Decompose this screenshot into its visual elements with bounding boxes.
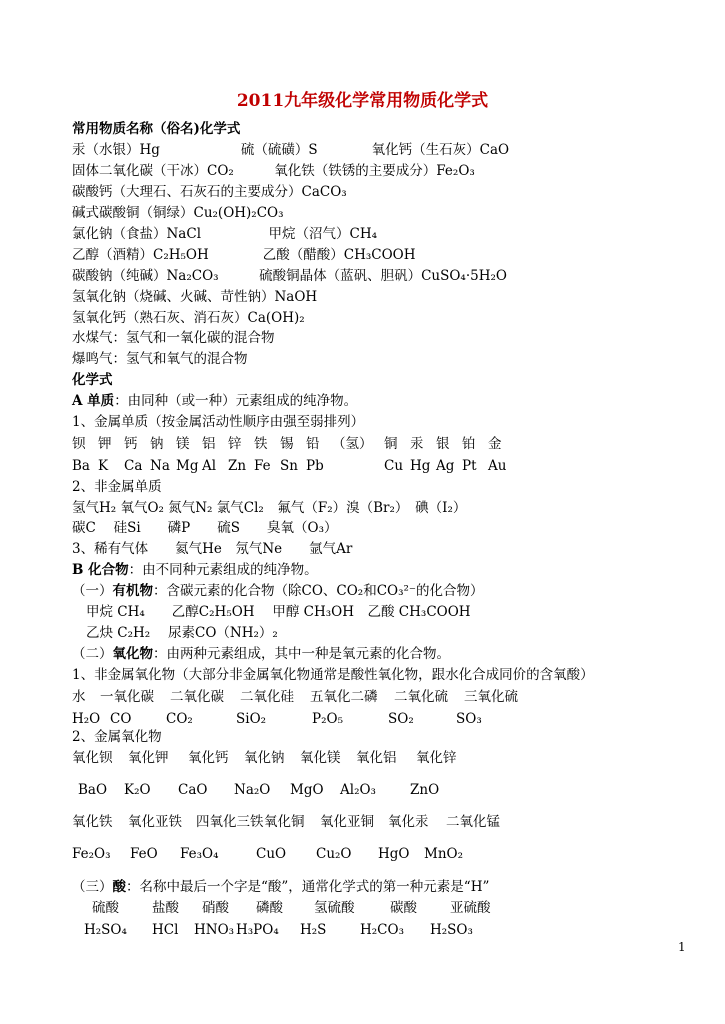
metal-formula: Mg bbox=[176, 458, 199, 474]
category-b-label: B 化合物 bbox=[72, 562, 129, 578]
metal-oxide-names-row-2 bbox=[72, 813, 506, 831]
organic-prefix: （一） bbox=[72, 583, 113, 599]
metal-formula: Na bbox=[150, 458, 170, 474]
oxide-formula: CaO bbox=[178, 782, 208, 798]
oxide-name: 氧化铁 bbox=[72, 814, 113, 830]
acid-name: 氢硫酸 bbox=[314, 900, 355, 916]
oxide-formula: BaO bbox=[78, 782, 108, 798]
oxide-formula: ZnO bbox=[410, 782, 440, 798]
oxide-name: 三氧化硫 bbox=[464, 689, 518, 705]
metal-formula: Sn bbox=[280, 458, 298, 474]
oxide-prefix: （二） bbox=[72, 646, 113, 662]
metal-oxide-formulas-row-1 bbox=[78, 781, 450, 799]
metal-name: 铂 bbox=[462, 436, 476, 452]
acid-formula: H₃PO₄ bbox=[236, 922, 279, 938]
metal-name: 锡 bbox=[280, 436, 294, 452]
oxide-formula: H₂O bbox=[72, 711, 101, 727]
oxide-name: 氧化亚铁 bbox=[128, 814, 182, 830]
oxide-name: 水 bbox=[72, 689, 86, 705]
oxide-name: 氧化亚铜 bbox=[320, 814, 374, 830]
acid-name: 盐酸 bbox=[152, 900, 179, 916]
oxide-name: 二氧化硫 bbox=[394, 689, 448, 705]
metal-formula: Al bbox=[202, 458, 217, 474]
oxide-formula: K₂O bbox=[124, 782, 151, 798]
oxide-name: 五氧化二磷 bbox=[310, 689, 378, 705]
section-heading-formulas: 化学式 bbox=[72, 372, 113, 388]
text-line: 碱式碳酸铜（铜绿）Cu₂(OH)₂CO₃ bbox=[72, 205, 284, 221]
text-line: 乙炔 C₂H₂ 尿素CO（NH₂）₂ bbox=[86, 625, 278, 641]
section-heading-common: 常用物质名称（俗名)化学式 bbox=[72, 121, 241, 137]
metal-name: 汞 bbox=[410, 436, 424, 452]
oxide-name: 二氧化锰 bbox=[446, 814, 500, 830]
oxide-formula: SO₃ bbox=[456, 711, 482, 727]
oxide-formula: Cu₂O bbox=[316, 846, 352, 862]
metal-formula: K bbox=[98, 458, 109, 474]
metal-heading: 1、金属单质（按金属活动性顺序由强至弱排列） bbox=[72, 414, 365, 430]
oxide-formula: CO₂ bbox=[166, 711, 193, 727]
nonmetal-oxide-names-row bbox=[72, 688, 534, 706]
oxide-label: 氧化物 bbox=[112, 646, 153, 662]
text-line: 水煤气：氢气和一氧化碳的混合物 bbox=[72, 330, 275, 346]
metal-name: 钙 bbox=[124, 436, 138, 452]
text-line: 氢氧化钙（熟石灰、消石灰）Ca(OH)₂ bbox=[72, 310, 305, 326]
acid-heading bbox=[72, 878, 489, 896]
metal-name: 锌 bbox=[228, 436, 242, 452]
metal-name: 钠 bbox=[150, 436, 164, 452]
metal-formula: Pt bbox=[462, 458, 477, 474]
acid-formula: HNO₃ bbox=[194, 922, 235, 938]
acid-name: 磷酸 bbox=[256, 900, 283, 916]
category-b bbox=[72, 561, 318, 579]
oxide-desc: ：由两种元素组成，其中一种是氧元素的化合物。 bbox=[153, 646, 450, 662]
acid-name: 亚硫酸 bbox=[450, 900, 491, 916]
text-line: 碳酸钠（纯碱）Na₂CO₃ 硫酸铜晶体（蓝矾、胆矾）CuSO₄·5H₂O bbox=[72, 268, 507, 284]
oxide-formula: CO bbox=[110, 711, 132, 727]
acid-label: 酸 bbox=[112, 879, 126, 895]
text-line: 氯化钠（食盐）NaCl 甲烷（沼气）CH₄ bbox=[72, 226, 378, 242]
nonmetal-oxide-formulas-row bbox=[72, 710, 516, 728]
oxide-name: 二氧化硅 bbox=[240, 689, 294, 705]
oxide-formula: P₂O₅ bbox=[312, 711, 343, 727]
acid-name: 硫酸 bbox=[92, 900, 119, 916]
metal-name: 铁 bbox=[254, 436, 268, 452]
acid-formula: H₂CO₃ bbox=[360, 922, 404, 938]
text-line: 固体二氧化碳（干冰）CO₂ 氧化铁（铁锈的主要成分）Fe₂O₃ bbox=[72, 163, 475, 179]
oxide-formula: MnO₂ bbox=[424, 846, 463, 862]
oxide-name: 二氧化碳 bbox=[170, 689, 224, 705]
metal-formula: Ba bbox=[72, 458, 90, 474]
oxide-name: 四氧化三铁 bbox=[196, 814, 264, 830]
metal-formula: Zn bbox=[228, 458, 247, 474]
oxide-formula: HgO bbox=[378, 846, 410, 862]
oxide-formula: Na₂O bbox=[234, 782, 271, 798]
oxide-name: 一氧化碳 bbox=[100, 689, 154, 705]
metal-oxide-formulas-row-2 bbox=[72, 845, 474, 863]
acid-formulas-row bbox=[84, 921, 490, 939]
metal-formula: Ca bbox=[124, 458, 143, 474]
text-line: 汞（水银）Hg 硫（硫磺）S 氧化钙（生石灰）CaO bbox=[72, 142, 510, 158]
oxide-formula: SiO₂ bbox=[236, 711, 267, 727]
text-line: 3、稀有气体 氦气He 氖气Ne 氩气Ar bbox=[72, 541, 353, 557]
category-a-desc: ：由同种（或一种）元素组成的纯净物。 bbox=[114, 393, 358, 409]
acid-name: 硝酸 bbox=[202, 900, 229, 916]
text-line: 爆鸣气：氢气和氧气的混合物 bbox=[72, 351, 248, 367]
metal-name: 铝 bbox=[202, 436, 216, 452]
metal-name: （氢） bbox=[332, 436, 373, 452]
oxide-name: 氧化钡 bbox=[72, 750, 113, 766]
oxide-formula: Fe₃O₄ bbox=[180, 846, 219, 862]
oxide-name: 氧化镁 bbox=[300, 750, 341, 766]
oxide-heading bbox=[72, 645, 450, 663]
nonmetal-oxide-heading: 1、非金属氧化物（大部分非金属氧化物通常是酸性氧化物，跟水化合成同价的含氧酸） bbox=[72, 667, 594, 683]
category-a bbox=[72, 392, 357, 410]
metal-name: 金 bbox=[488, 436, 502, 452]
metal-formula: Hg bbox=[410, 458, 431, 474]
acid-formula: H₂SO₄ bbox=[84, 922, 127, 938]
oxide-formula: Al₂O₃ bbox=[340, 782, 376, 798]
page-title: 2011九年级化学常用物质化学式 bbox=[236, 91, 489, 111]
acid-desc: ：名称中最后一个字是“酸”，通常化学式的第一种元素是“H” bbox=[126, 879, 490, 895]
text-line: 碳C 硅Si 磷P 硫S 臭氧（O₃） bbox=[72, 520, 338, 536]
metal-formula: Fe bbox=[254, 458, 271, 474]
acid-formula: HCl bbox=[152, 922, 179, 938]
metal-names-row bbox=[72, 435, 514, 453]
acid-name: 碳酸 bbox=[390, 900, 417, 916]
oxide-name: 氧化锌 bbox=[416, 750, 457, 766]
organic-desc: ：含碳元素的化合物（除CO、CO₂和CO₃²⁻的化合物） bbox=[153, 583, 484, 599]
metal-formula: Au bbox=[488, 458, 507, 474]
acid-names-row bbox=[92, 899, 510, 917]
text-line: 碳酸钙（大理石、石灰石的主要成分）CaCO₃ bbox=[72, 184, 347, 200]
text-line: 氢气H₂ 氧气O₂ 氮气N₂ 氯气Cl₂ 氟气（F₂）溴（Br₂） 碘（I₂） bbox=[72, 500, 467, 516]
metal-name: 铜 bbox=[384, 436, 398, 452]
metal-oxide-heading: 2、金属氧化物 bbox=[72, 729, 162, 745]
acid-prefix: （三） bbox=[72, 879, 113, 895]
metal-name: 钡 bbox=[72, 436, 86, 452]
metal-formula: Ag bbox=[436, 458, 455, 474]
oxide-name: 氧化铝 bbox=[356, 750, 397, 766]
metal-oxide-names-row-1 bbox=[72, 749, 472, 767]
page-number: 1 bbox=[678, 940, 686, 954]
metal-name: 铅 bbox=[306, 436, 320, 452]
oxide-formula: SO₂ bbox=[388, 711, 414, 727]
oxide-name: 氧化铜 bbox=[264, 814, 305, 830]
metal-formula: Cu bbox=[384, 458, 404, 474]
oxide-name: 氧化汞 bbox=[388, 814, 429, 830]
organic-label: 有机物 bbox=[112, 583, 153, 599]
oxide-formula: MgO bbox=[290, 782, 324, 798]
oxide-formula: CuO bbox=[256, 846, 287, 862]
metal-name: 银 bbox=[436, 436, 450, 452]
oxide-name: 氧化钠 bbox=[244, 750, 285, 766]
metal-name: 钾 bbox=[98, 436, 112, 452]
text-line: 乙醇（酒精）C₂H₅OH 乙酸（醋酸）CH₃COOH bbox=[72, 247, 416, 263]
oxide-name: 氧化钙 bbox=[188, 750, 229, 766]
acid-formula: H₂S bbox=[300, 922, 327, 938]
metal-formulas-row bbox=[72, 457, 514, 475]
text-line: 甲烷 CH₄ 乙醇C₂H₅OH 甲醇 CH₃OH 乙酸 CH₃COOH bbox=[86, 604, 471, 620]
metal-formula: Pb bbox=[306, 458, 324, 474]
organic-heading bbox=[72, 582, 484, 600]
oxide-name: 氧化钾 bbox=[128, 750, 169, 766]
acid-formula: H₂SO₃ bbox=[430, 922, 473, 938]
category-b-desc: ：由不同种元素组成的纯净物。 bbox=[128, 562, 318, 578]
oxide-formula: Fe₂O₃ bbox=[72, 846, 111, 862]
nonmetal-heading: 2、非金属单质 bbox=[72, 479, 162, 495]
oxide-formula: FeO bbox=[130, 846, 158, 862]
metal-name: 镁 bbox=[176, 436, 190, 452]
text-line: 氢氧化钠（烧碱、火碱、苛性钠）NaOH bbox=[72, 289, 318, 305]
category-a-label: A 单质 bbox=[72, 393, 115, 409]
